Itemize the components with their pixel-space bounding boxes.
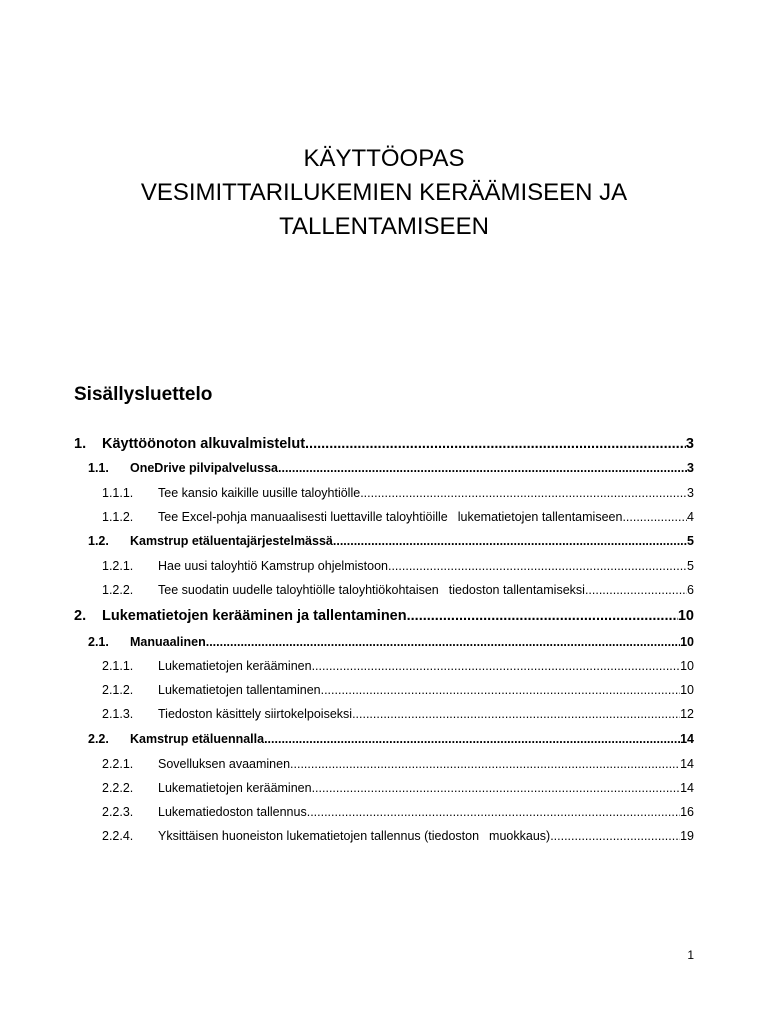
toc-entry-number: 1.2.2. (102, 583, 134, 597)
toc-entry-title: Manuaalinen (130, 635, 206, 649)
toc-entry-title: Lukematietojen kerääminen (158, 781, 312, 795)
title-line-1: KÄYTTÖOPAS (303, 145, 465, 172)
toc-entry-page: 14 (680, 781, 694, 795)
toc-dot-leader (388, 559, 687, 573)
toc-entry-page: 19 (680, 829, 694, 843)
toc-entry-number: 2.2.2. (102, 781, 134, 795)
toc-dot-leader (307, 805, 680, 819)
toc-dot-leader (305, 436, 686, 452)
toc-entry-page: 10 (677, 608, 694, 624)
toc-entry-number: 2.2.4. (102, 829, 134, 843)
toc-entry-title: Käyttöönoton alkuvalmistelut (102, 436, 306, 452)
toc-entry-number: 1.1.1. (102, 486, 134, 500)
toc-entry-title: Lukematietojen tallentaminen (158, 683, 321, 697)
toc-dot-leader (622, 510, 687, 524)
toc-entry-title: Kamstrup etäluennalla (130, 732, 265, 746)
toc-entry-number: 2.1.3. (102, 707, 134, 721)
toc-entry-title: OneDrive pilvipalvelussa (130, 461, 278, 475)
toc-entry-page: 14 (680, 757, 694, 771)
toc-entry-2[interactable] (74, 608, 694, 624)
toc-entry-1[interactable] (74, 436, 694, 452)
toc-dot-leader (585, 583, 687, 597)
toc-dot-leader (264, 732, 680, 746)
toc-dot-leader (312, 659, 681, 673)
toc-entry-2-2-4[interactable] (102, 829, 694, 843)
toc-entry-page: 5 (687, 559, 694, 573)
toc-entry-number: 2.2. (88, 732, 109, 746)
toc-entry-title: Lukematietojen kerääminen ja tallentaminen (102, 608, 407, 624)
toc-entry-number: 2.1.1. (102, 659, 134, 673)
toc-dot-leader (360, 486, 687, 500)
toc-entry-number: 2. (74, 608, 87, 624)
toc-entry-title: Sovelluksen avaaminen (158, 757, 291, 771)
toc-entry-page: 3 (685, 436, 694, 452)
page-number: 1 (687, 948, 694, 962)
title-line-2: VESIMITTARILUKEMIEN KERÄÄMISEEN JA (140, 179, 628, 206)
toc-entry-number: 2.2.1. (102, 757, 134, 771)
toc-entry-title: Yksittäisen huoneiston lukematietojen tallennus (tiedoston (158, 829, 480, 843)
toc-entry-number: 1.1.2. (102, 510, 134, 524)
toc-entry-page: 6 (687, 583, 694, 597)
toc-entry-title: Lukematiedoston tallennus (158, 805, 307, 819)
toc-entry-1-2-2[interactable] (102, 583, 694, 597)
toc-entry-page: 3 (687, 486, 694, 500)
toc-entry-title: Tiedoston käsittely siirtokelpoiseksi (158, 707, 353, 721)
toc-entry-2-1-2[interactable] (102, 683, 694, 697)
toc-entry-2-2[interactable] (88, 732, 694, 746)
toc-entry-1-2[interactable] (88, 534, 694, 548)
toc-entry-number: 2.1. (88, 635, 109, 649)
toc-entry-title: Hae uusi taloyhtiö Kamstrup ohjelmistoon (158, 559, 388, 573)
toc-entry-title: Tee suodatin uudelle taloyhtiölle taloyhtiökohtaisen (158, 583, 439, 597)
toc-entry-title-continued: muokkaus) (489, 829, 551, 843)
toc-dot-leader (312, 781, 681, 795)
toc-entry-page: 10 (680, 659, 694, 673)
toc-entry-1-1-1[interactable] (102, 486, 694, 500)
toc-dot-leader (206, 635, 680, 649)
toc-entry-title: Kamstrup etäluentajärjestelmässä (130, 534, 333, 548)
toc-dot-leader (278, 461, 687, 475)
toc-entry-1-1[interactable] (88, 461, 694, 475)
toc-dot-leader (550, 829, 680, 843)
toc-entry-page: 5 (687, 534, 694, 548)
toc-entry-2-1-1[interactable] (102, 659, 694, 673)
toc-entry-number: 2.1.2. (102, 683, 134, 697)
toc-entry-number: 1.1. (88, 461, 109, 475)
toc-entry-page: 3 (687, 461, 694, 475)
document-title (0, 142, 768, 244)
toc-entry-2-2-3[interactable] (102, 805, 694, 819)
toc-entry-page: 14 (680, 732, 694, 746)
toc-entry-1-2-1[interactable] (102, 559, 694, 573)
toc-dot-leader (290, 757, 680, 771)
toc-entry-title: Tee Excel-pohja manuaalisesti luettaville taloyhtiöille (158, 510, 448, 524)
toc-entry-number: 2.2.3. (102, 805, 134, 819)
title-line-3: TALLENTAMISEEN (279, 213, 489, 240)
toc-entry-number: 1. (74, 436, 87, 452)
toc-dot-leader (352, 707, 680, 721)
toc-entry-page: 4 (687, 510, 694, 524)
toc-entry-title: Tee kansio kaikille uusille taloyhtiölle (158, 486, 361, 500)
toc-entry-title: Lukematietojen kerääminen (158, 659, 312, 673)
toc-entry-2-1-3[interactable] (102, 707, 694, 721)
toc-entry-page: 10 (680, 635, 694, 649)
toc-dot-leader (407, 608, 678, 624)
toc-entry-number: 1.2. (88, 534, 109, 548)
toc-entry-2-2-1[interactable] (102, 757, 694, 771)
toc-dot-leader (333, 534, 687, 548)
toc-entry-title-continued: tiedoston tallentamiseksi (448, 583, 585, 597)
toc-entry-page: 10 (680, 683, 694, 697)
toc-entry-title-continued: lukematietojen tallentamiseen (457, 510, 623, 524)
toc-entry-1-1-2[interactable] (102, 510, 694, 524)
toc-entry-number: 1.2.1. (102, 559, 134, 573)
toc-entry-page: 16 (680, 805, 694, 819)
toc-entry-2-2-2[interactable] (102, 781, 694, 795)
toc-entry-page: 12 (680, 707, 694, 721)
toc-dot-leader (321, 683, 680, 697)
toc-entry-2-1[interactable] (88, 635, 694, 649)
toc-heading: Sisällysluettelo (74, 384, 213, 405)
